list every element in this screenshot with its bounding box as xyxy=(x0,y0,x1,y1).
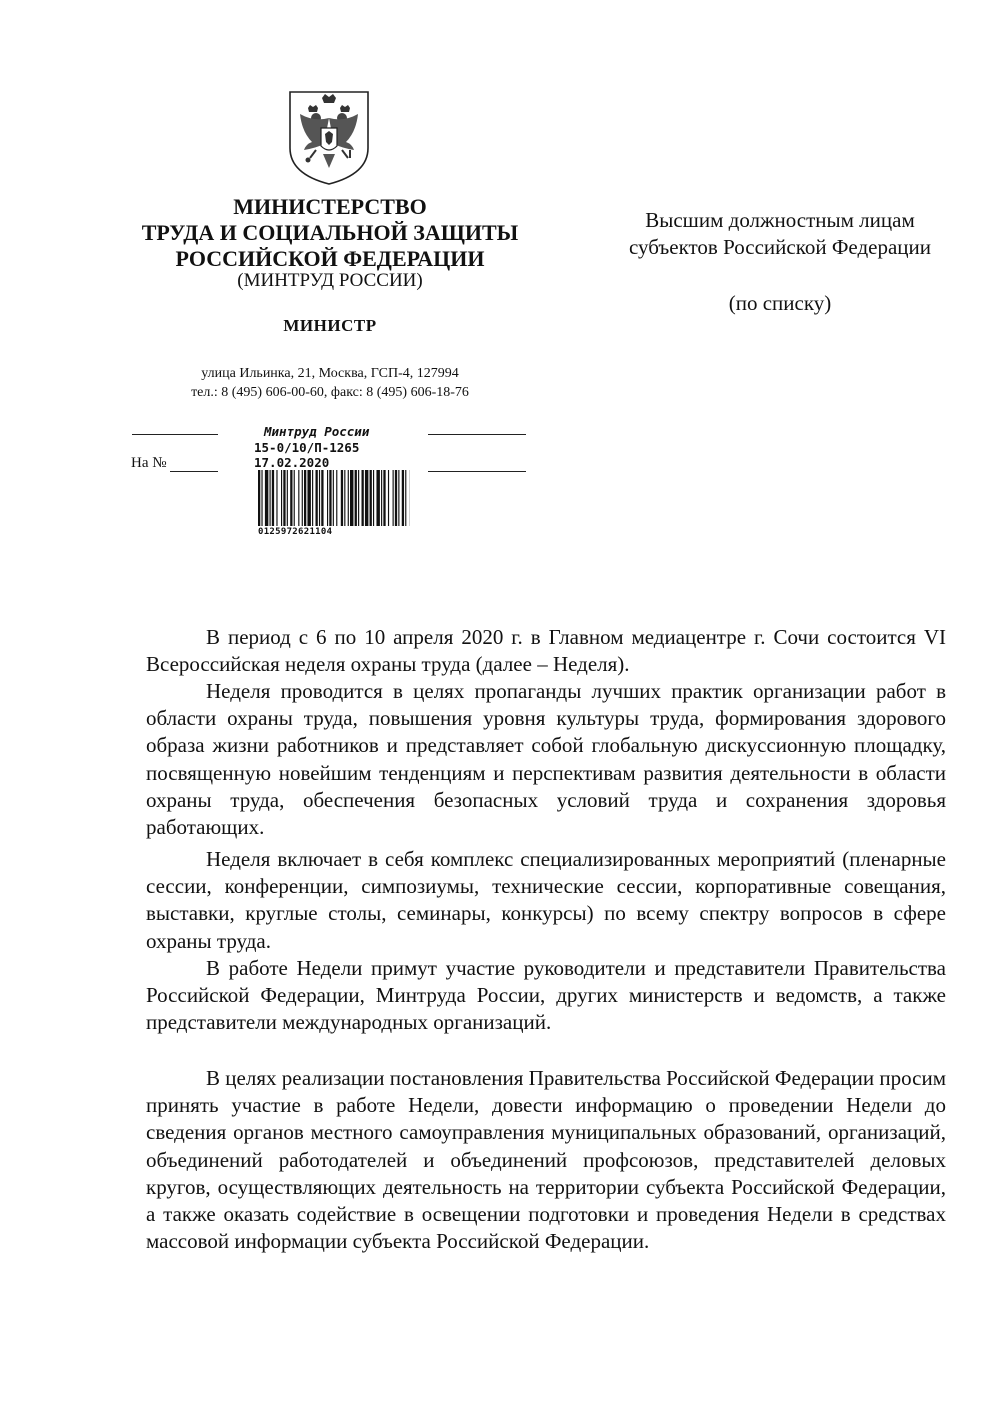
barcode-bar xyxy=(393,470,394,526)
body-paragraph-2: Неделя проводится в целях пропаганды лучших практик организации работ в области охраны труда, повышения уровня культуры труда, формирования здорового образа жизни работников и представляет собой глобальную дискуссионную площадку, посвященную новейшим тенденциям и перспективам развития деятельности в области охраны труда, обеспечения безопасных условий труда и сохранения здоровья работающих. xyxy=(146,679,946,840)
barcode-bar xyxy=(290,470,292,526)
barcode-bar xyxy=(373,470,374,526)
barcode-bar xyxy=(402,470,404,526)
body-paragraph-3: Неделя включает в себя комплекс специализированных мероприятий (пленарные сессии, конференции, симпозиумы, технические сессии, корпоративные совещания, выставки, круглые столы, семинары, конкурсы) по всему спектру вопросов в сфере охраны труда. xyxy=(146,847,946,953)
barcode-bar xyxy=(383,470,385,526)
barcode-bar xyxy=(316,470,318,526)
barcode-bar xyxy=(327,470,328,526)
registration-stamp-org: Минтруд России xyxy=(264,424,370,439)
barcode-bar xyxy=(395,470,397,526)
barcode-bar xyxy=(329,470,331,526)
body-paragraph-5: В целях реализации постановления Правительства Российской Федерации просим принять участие в работе Недели, довести информацию о проведении Недели до сведения органов местного самоуправления муниципальных образований, организаций, объединений работодателей и объединений профсоюзов, представителей деловых кругов, осуществляющих деятельность на территории субъекта Российской Федерации, а также оказать содействие в освещении подготовки и проведения Недели в средствах массовой информации субъекта Российской Федерации. xyxy=(146,1066,946,1254)
barcode-bar xyxy=(358,470,359,526)
body-paragraph-1: В период с 6 по 10 апреля 2020 г. в Главном медиацентре г. Сочи состоится VI Всероссийская неделя охраны труда (далее – Неделя). xyxy=(146,625,946,677)
outgoing-number-line xyxy=(132,434,218,435)
addressee-line2: субъектов Российской Федерации xyxy=(628,235,932,259)
body-paragraph-4: В работе Недели примут участие руководители и представители Правительства Российской Федерации, Минтруда России, других министерств и ведомств, а также представители международных организаций. xyxy=(146,956,946,1035)
barcode-bar xyxy=(270,470,271,526)
barcode-bar xyxy=(283,470,285,526)
barcode-bar xyxy=(333,470,334,526)
ministry-phone-fax: тел.: 8 (495) 606-00-60, факс: 8 (495) 606-18-76 xyxy=(191,385,469,400)
barcode-bar xyxy=(281,470,282,526)
ministry-name-line1: МИНИСТЕРСТВО xyxy=(233,194,427,219)
registration-stamp-number: 15-0/10/П-1265 xyxy=(254,440,360,455)
reference-number-label: На № xyxy=(131,455,167,471)
barcode-bar xyxy=(388,470,389,526)
barcode-bar xyxy=(272,470,274,526)
barcode-bar xyxy=(276,470,277,526)
barcode-bar xyxy=(344,470,345,526)
ministry-abbreviation: (МИНТРУД РОССИИ) xyxy=(237,270,423,291)
reference-date-line xyxy=(428,471,526,472)
barcode-bar xyxy=(319,470,320,526)
signatory-title: МИНИСТР xyxy=(283,316,377,335)
barcode-bar xyxy=(348,470,349,526)
coat-of-arms-emblem xyxy=(286,88,372,186)
barcode-bar xyxy=(312,470,313,526)
barcode-bar xyxy=(302,470,303,526)
barcode-bar xyxy=(298,470,299,526)
barcode-bar xyxy=(265,470,268,526)
ministry-name-line3: РОССИЙСКОЙ ФЕДЕРАЦИИ xyxy=(175,246,485,271)
barcode-bar xyxy=(381,470,382,526)
barcode-bar xyxy=(398,470,399,526)
barcode-bar xyxy=(370,470,372,526)
barcode-bar xyxy=(304,470,306,526)
barcode-bar xyxy=(376,470,379,526)
barcode-bar xyxy=(294,470,295,526)
ministry-address: улица Ильинка, 21, Москва, ГСП-4, 127994 xyxy=(201,366,459,381)
barcode-bar xyxy=(350,470,353,526)
barcode-bar xyxy=(307,470,310,526)
barcode-bar xyxy=(355,470,357,526)
barcode-bar xyxy=(341,470,343,526)
ministry-name-line2: ТРУДА И СОЦИАЛЬНОЙ ЗАЩИТЫ xyxy=(141,220,519,245)
registration-barcode xyxy=(258,470,410,526)
outgoing-date-line xyxy=(428,434,526,435)
barcode-bar xyxy=(287,470,288,526)
barcode-bar xyxy=(336,470,337,526)
registration-stamp-date: 17.02.2020 xyxy=(254,455,330,470)
reference-number-line xyxy=(170,471,218,472)
addressee-line1: Высшим должностным лицам xyxy=(645,208,915,232)
barcode-bar xyxy=(261,470,262,526)
barcode-bar xyxy=(321,470,323,526)
barcode-bar xyxy=(258,470,260,526)
barcode-bar xyxy=(365,470,368,526)
addressee-note: (по списку) xyxy=(728,291,832,315)
barcode-bar xyxy=(362,470,364,526)
barcode-digits: 0125972621104 xyxy=(258,527,333,537)
barcode-bar xyxy=(405,470,406,526)
